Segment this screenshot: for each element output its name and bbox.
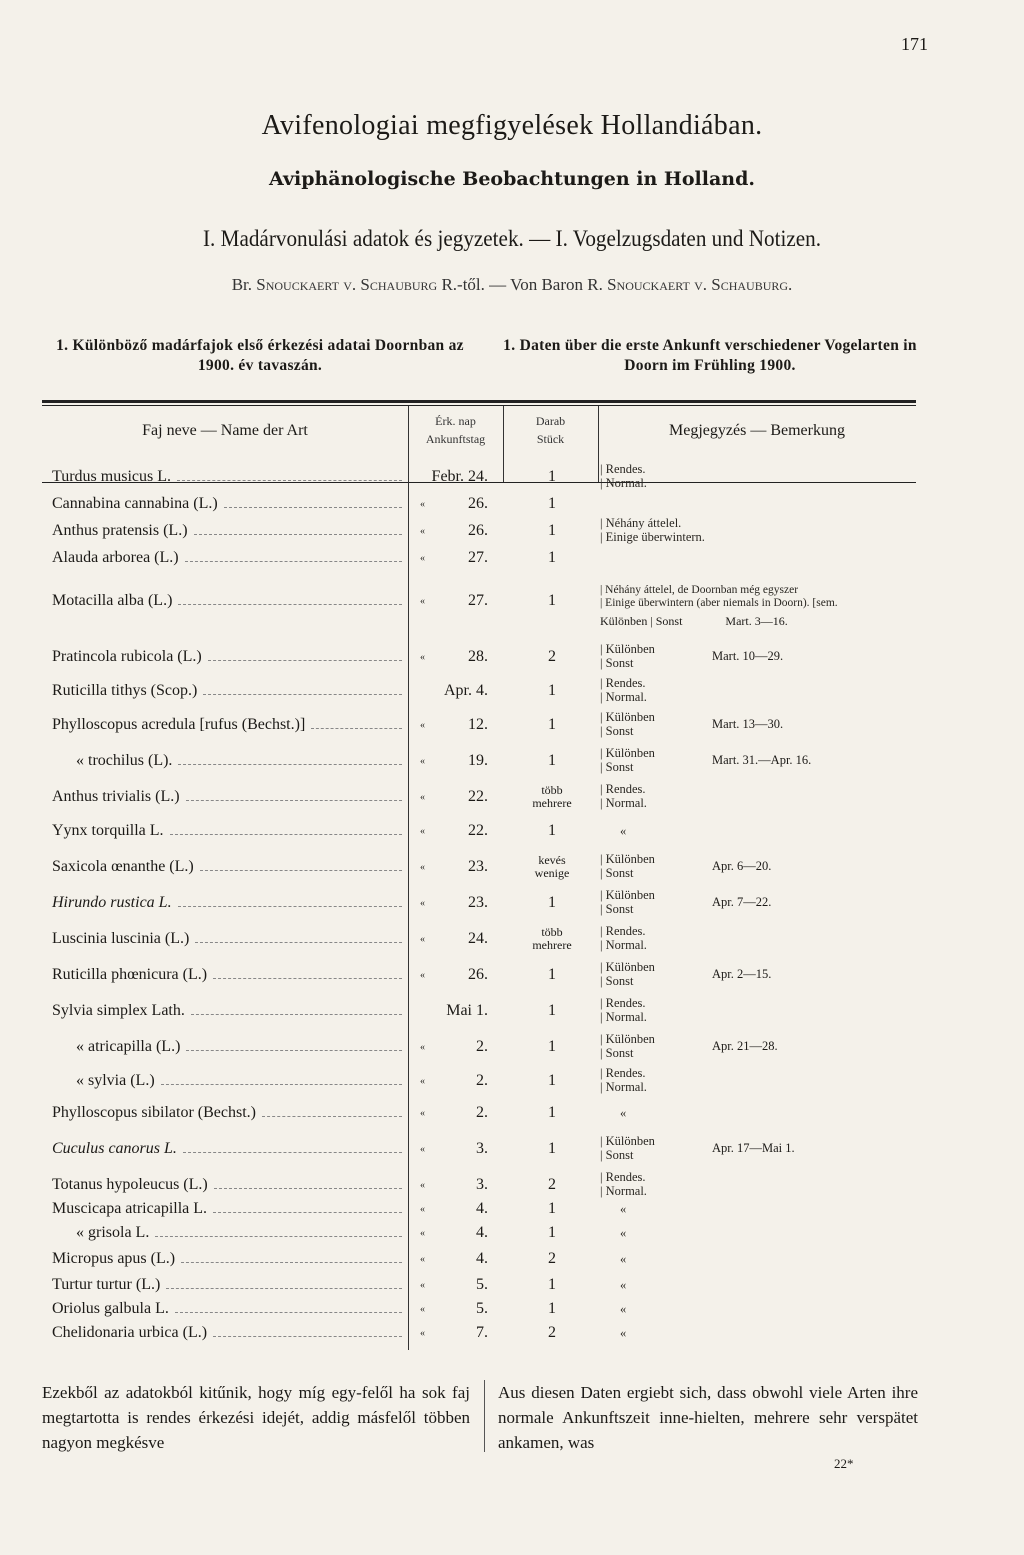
note-line: | Néhány áttelel.	[600, 516, 682, 530]
ditto-mark: «	[420, 526, 425, 537]
note-line: | Különben	[600, 1032, 655, 1046]
ditto-mark: «	[420, 934, 425, 945]
note-text: «	[620, 1202, 627, 1216]
count-value: 1	[548, 1038, 556, 1055]
leader-dots	[175, 1312, 402, 1313]
ditto-mark: «	[420, 1204, 425, 1215]
date-value: 24.	[468, 930, 488, 947]
species-name: Phylloscopus acredula [rufus (Bechst.)]	[52, 716, 306, 733]
section-heading: I. Madárvonulási adatok és jegyzetek. — I. Vogelzugsdaten und Notizen.	[203, 226, 821, 251]
header-species: Faj neve — Name der Art	[142, 422, 308, 439]
note-line: | Normal.	[600, 1010, 647, 1024]
leader-dots	[178, 906, 402, 907]
note-text	[600, 1170, 647, 1198]
count-value: 1	[548, 1200, 556, 1217]
leader-dots	[208, 660, 402, 661]
table-top-rule	[42, 400, 916, 403]
note-text: «	[620, 1326, 627, 1340]
author-line	[0, 275, 1024, 295]
note-date-range: Mart. 31.—Apr. 16.	[712, 753, 812, 767]
count-value: 1	[548, 592, 556, 609]
note-line: | Különben	[600, 852, 655, 866]
note-date-range: Apr. 17—Mai 1.	[712, 1141, 795, 1155]
ditto-mark: «	[420, 1144, 425, 1155]
count-value: 1	[548, 468, 556, 485]
note-line: | Különben	[600, 710, 655, 724]
table-row	[52, 549, 912, 575]
paragraph-divider	[484, 1380, 485, 1452]
note-line: | Sonst	[600, 1046, 634, 1060]
table-row	[52, 1170, 912, 1202]
header-date-de: Ankunftstag	[425, 432, 486, 446]
note-text	[600, 924, 647, 952]
note-line: wenige	[534, 866, 570, 880]
note-text	[600, 642, 655, 670]
author-hu-prefix: Br.	[231, 275, 257, 294]
ditto-mark: «	[420, 826, 425, 837]
header-note: Megjegyzés — Bemerkung	[669, 422, 845, 439]
note-text	[600, 516, 705, 544]
species-name: « grisola L.	[76, 1224, 150, 1241]
table-row	[52, 462, 912, 494]
ditto-mark: «	[420, 499, 425, 510]
leader-dots	[200, 870, 402, 871]
species-name: Ruticilla phœnicura (L.)	[52, 966, 208, 983]
ditto-mark: «	[420, 1108, 425, 1119]
note-line: | Einige überwintern (aber niemals in Doorn). [sem.	[600, 597, 838, 609]
sheet-mark: 22*	[834, 1456, 854, 1471]
species-name: Anthus pratensis (L.)	[52, 522, 188, 539]
species-name: « sylvia (L.)	[76, 1072, 155, 1089]
note-text	[600, 746, 655, 774]
species-name: Hirundo rustica L.	[52, 894, 172, 911]
date-value: 12.	[468, 716, 488, 733]
note-line: | Rendes.	[600, 462, 646, 476]
count-value: 1	[548, 1104, 556, 1121]
table-row	[52, 710, 912, 742]
ditto-mark: «	[420, 1042, 425, 1053]
subheading-german: 1. Daten über die erste Ankunft verschiedener Vogelarten in Doorn im Frühling 1900.	[503, 337, 917, 374]
note-line: Mart. 3—16.	[722, 614, 788, 628]
table-row	[52, 676, 912, 708]
header-date-hu: Érk. nap	[435, 414, 476, 428]
count-value	[522, 926, 582, 952]
species-name: Cannabina cannabina (L.)	[52, 495, 218, 512]
date-value: 23.	[468, 894, 488, 911]
count-value	[522, 854, 582, 880]
author-separator: —	[484, 275, 511, 294]
note-text	[600, 888, 655, 916]
leader-dots	[194, 534, 402, 535]
note-text: «	[620, 1106, 627, 1120]
count-value: 2	[548, 648, 556, 665]
date-value: Febr. 24.	[431, 468, 488, 485]
note-line: | Normal.	[600, 690, 647, 704]
leader-dots	[262, 1116, 402, 1117]
page-number: 171	[901, 34, 928, 54]
date-value: 3.	[476, 1176, 488, 1193]
leader-dots	[213, 978, 402, 979]
note-text	[600, 1066, 647, 1094]
ditto-mark: «	[420, 970, 425, 981]
count-value: 2	[548, 1250, 556, 1267]
author-hu-name: Snouckaert v. Schauburg	[256, 275, 438, 294]
table-row	[52, 996, 912, 1028]
ditto-mark: «	[420, 1228, 425, 1239]
note-text: «	[620, 824, 627, 838]
note-date-range: Mart. 10—29.	[712, 649, 784, 663]
note-line: több	[541, 783, 563, 797]
paragraph-hungarian: Ezekből az adatokból kitűnik, hogy míg egy-felől ha sok faj megtartotta is rendes érkezési idejét, addig másfelől többen nagyon megkésve	[42, 1383, 470, 1452]
note-line: | Normal.	[600, 1184, 647, 1198]
note-line: | Rendes.	[600, 924, 646, 938]
table-row	[52, 1276, 912, 1302]
note-text	[600, 852, 655, 880]
count-value: 1	[548, 1002, 556, 1019]
table-row	[52, 642, 912, 674]
note-line: | Rendes.	[600, 676, 646, 690]
note-line: | Rendes.	[600, 782, 646, 796]
ditto-mark: «	[420, 862, 425, 873]
date-value: 4.	[476, 1250, 488, 1267]
leader-dots	[213, 1336, 402, 1337]
species-name: Chelidonaria urbica (L.)	[52, 1324, 208, 1341]
date-value: Mai 1.	[446, 1002, 488, 1019]
note-date-range: Apr. 21—28.	[712, 1039, 778, 1053]
date-value: 2.	[476, 1104, 488, 1121]
author-hu-suffix: R.-től.	[437, 275, 485, 294]
date-value: 22.	[468, 822, 488, 839]
date-value: 19.	[468, 752, 488, 769]
author-de-prefix: Von Baron R.	[510, 275, 608, 294]
date-value: 28.	[468, 648, 488, 665]
note-date-range	[600, 614, 788, 629]
count-value: 2	[548, 1176, 556, 1193]
count-value: 1	[548, 522, 556, 539]
date-value: 3.	[476, 1140, 488, 1157]
note-text	[600, 584, 838, 610]
date-value: 2.	[476, 1072, 488, 1089]
author-de-name: Snouckaert v. Schauburg.	[607, 275, 793, 294]
ditto-mark: «	[420, 1076, 425, 1087]
ditto-mark: «	[420, 756, 425, 767]
count-value: 1	[548, 1300, 556, 1317]
leader-dots	[186, 800, 402, 801]
leader-dots	[203, 694, 402, 695]
leader-dots	[186, 1050, 402, 1051]
note-text	[600, 996, 647, 1024]
count-value: 1	[548, 1276, 556, 1293]
leader-dots	[213, 1212, 402, 1213]
note-text	[600, 710, 655, 738]
leader-dots	[195, 942, 402, 943]
species-name: Oriolus galbula L.	[52, 1300, 169, 1317]
note-date-range: Apr. 6—20.	[712, 859, 772, 873]
note-text: «	[620, 1302, 627, 1316]
note-line: | Rendes.	[600, 996, 646, 1010]
note-text	[600, 1032, 655, 1060]
table-row	[52, 516, 912, 548]
header-count-hu: Darab	[535, 414, 566, 428]
date-value: 26.	[468, 522, 488, 539]
note-line: | Normal.	[600, 938, 647, 952]
table-row	[52, 924, 912, 956]
table-row	[52, 1066, 912, 1098]
note-line: | Sonst	[600, 974, 634, 988]
note-line: | Einige überwintern.	[600, 530, 705, 544]
ditto-mark: «	[420, 652, 425, 663]
note-text	[600, 1134, 655, 1162]
species-name: Anthus trivialis (L.)	[52, 788, 180, 805]
date-value: 23.	[468, 858, 488, 875]
species-name: Sylvia simplex Lath.	[52, 1002, 185, 1019]
note-text: «	[620, 1226, 627, 1240]
date-value: 26.	[468, 966, 488, 983]
count-value: 1	[548, 752, 556, 769]
species-name: Turtur turtur (L.)	[52, 1276, 161, 1293]
ditto-mark: «	[420, 1254, 425, 1265]
table-row	[52, 1300, 912, 1326]
species-name: Muscicapa atricapilla L.	[52, 1200, 208, 1217]
note-line: | Különben	[600, 642, 655, 656]
note-date-range: Mart. 13—30.	[712, 717, 784, 731]
table-row	[52, 852, 912, 884]
species-name: Motacilla alba (L.)	[52, 592, 173, 609]
note-line: | Rendes.	[600, 1170, 646, 1184]
ditto-mark: «	[420, 1328, 425, 1339]
date-value: 27.	[468, 549, 488, 566]
date-value: 22.	[468, 788, 488, 805]
table-top-rule-thin	[42, 405, 916, 406]
count-value: 1	[548, 894, 556, 911]
count-value: 1	[548, 682, 556, 699]
leader-dots	[214, 1188, 402, 1189]
leader-dots	[161, 1084, 402, 1085]
header-date	[408, 412, 503, 448]
header-count-de: Stück	[536, 432, 565, 446]
note-line: Különben | Sonst	[600, 614, 683, 628]
count-value: 1	[548, 1072, 556, 1089]
table-row	[52, 1324, 912, 1350]
table-row	[52, 1224, 912, 1250]
leader-dots	[178, 604, 402, 605]
leader-dots	[177, 480, 402, 481]
species-name: Micropus apus (L.)	[52, 1250, 176, 1267]
table-row	[52, 1200, 912, 1226]
species-name: « atricapilla (L.)	[76, 1038, 181, 1055]
species-name: Yynx torquilla L.	[52, 822, 164, 839]
note-line: | Normal.	[600, 796, 647, 810]
ditto-mark: «	[420, 792, 425, 803]
species-name: Totanus hypoleucus (L.)	[52, 1176, 208, 1193]
note-text: «	[620, 1278, 627, 1292]
species-name: « trochilus (L).	[76, 752, 173, 769]
leader-dots	[170, 834, 402, 835]
note-line: | Sonst	[600, 760, 634, 774]
species-name: Turdus musicus L.	[52, 468, 171, 485]
species-name: Phylloscopus sibilator (Bechst.)	[52, 1104, 256, 1121]
note-date-range: Apr. 2—15.	[712, 967, 772, 981]
note-line: mehrere	[532, 938, 572, 952]
note-text	[600, 960, 655, 988]
note-line: | Különben	[600, 746, 655, 760]
ditto-mark: «	[420, 720, 425, 731]
subheading-hungarian: 1. Különböző madárfajok első érkezési adatai Doornban az 1900. év tavaszán.	[56, 337, 464, 374]
table-row	[52, 1032, 912, 1064]
table-row	[52, 782, 912, 814]
note-line: | Sonst	[600, 902, 634, 916]
paragraph-german: Aus diesen Daten ergiebt sich, dass obwohl viele Arten ihre normale Ankunftszeit inne-hielten, mehrere sehr verspätet ankamen, was	[498, 1383, 918, 1452]
note-line: több	[541, 925, 563, 939]
date-value: 4.	[476, 1200, 488, 1217]
note-date-range: Apr. 7—22.	[712, 895, 772, 909]
note-line: | Sonst	[600, 656, 634, 670]
note-line: mehrere	[532, 796, 572, 810]
table-row	[52, 888, 912, 920]
leader-dots	[224, 507, 402, 508]
ditto-mark: «	[420, 1304, 425, 1315]
leader-dots	[166, 1288, 402, 1289]
count-value: 2	[548, 1324, 556, 1341]
date-value: 4.	[476, 1224, 488, 1241]
ditto-mark: «	[420, 596, 425, 607]
leader-dots	[191, 1014, 402, 1015]
ditto-mark: «	[420, 1180, 425, 1191]
leader-dots	[311, 728, 402, 729]
note-line: | Különben	[600, 960, 655, 974]
ditto-mark: «	[420, 1280, 425, 1291]
note-line: | Különben	[600, 1134, 655, 1148]
leader-dots	[181, 1262, 402, 1263]
species-name: Cuculus canorus L.	[52, 1140, 177, 1157]
table-row	[52, 960, 912, 992]
header-count	[503, 412, 598, 448]
leader-dots	[178, 764, 402, 765]
note-line: | Rendes.	[600, 1066, 646, 1080]
date-value: 27.	[468, 592, 488, 609]
table-row	[52, 746, 912, 778]
leader-dots	[155, 1236, 402, 1237]
leader-dots	[183, 1152, 402, 1153]
note-text	[600, 676, 647, 704]
note-line: kevés	[538, 853, 566, 867]
page-title-german: Aviphänologische Beobachtungen in Holland.	[268, 168, 756, 190]
date-value: 7.	[476, 1324, 488, 1341]
page-title: Avifenologiai megfigyelések Hollandiában.	[261, 110, 763, 141]
table-row	[52, 495, 912, 521]
table-row	[52, 584, 912, 628]
table-row	[52, 1104, 912, 1130]
date-value: 2.	[476, 1038, 488, 1055]
ditto-mark: «	[420, 898, 425, 909]
count-value: 1	[548, 822, 556, 839]
date-value: Apr. 4.	[444, 682, 488, 699]
date-value: 5.	[476, 1300, 488, 1317]
species-name: Pratincola rubicola (L.)	[52, 648, 202, 665]
note-line: | Különben	[600, 888, 655, 902]
note-text	[600, 462, 647, 490]
date-value: 5.	[476, 1276, 488, 1293]
note-line: | Néhány áttelel, de Doornban még egyszer	[600, 584, 799, 596]
species-name: Alauda arborea (L.)	[52, 549, 179, 566]
note-line: | Sonst	[600, 1148, 634, 1162]
count-value: 1	[548, 966, 556, 983]
ditto-mark: «	[420, 553, 425, 564]
count-value: 1	[548, 716, 556, 733]
note-text	[600, 782, 647, 810]
note-text: «	[620, 1252, 627, 1266]
count-value: 1	[548, 549, 556, 566]
species-name: Ruticilla tithys (Scop.)	[52, 682, 198, 699]
note-line: | Normal.	[600, 476, 647, 490]
table-row	[52, 822, 912, 848]
note-line: | Normal.	[600, 1080, 647, 1094]
species-name: Saxicola œnanthe (L.)	[52, 858, 194, 875]
table-row	[52, 1134, 912, 1166]
count-value: 1	[548, 495, 556, 512]
count-value: 1	[548, 1224, 556, 1241]
count-value	[522, 784, 582, 810]
note-line: | Sonst	[600, 866, 634, 880]
leader-dots	[185, 561, 402, 562]
count-value: 1	[548, 1140, 556, 1157]
date-value: 26.	[468, 495, 488, 512]
note-line: | Sonst	[600, 724, 634, 738]
table-row	[52, 1250, 912, 1276]
species-name: Luscinia luscinia (L.)	[52, 930, 190, 947]
